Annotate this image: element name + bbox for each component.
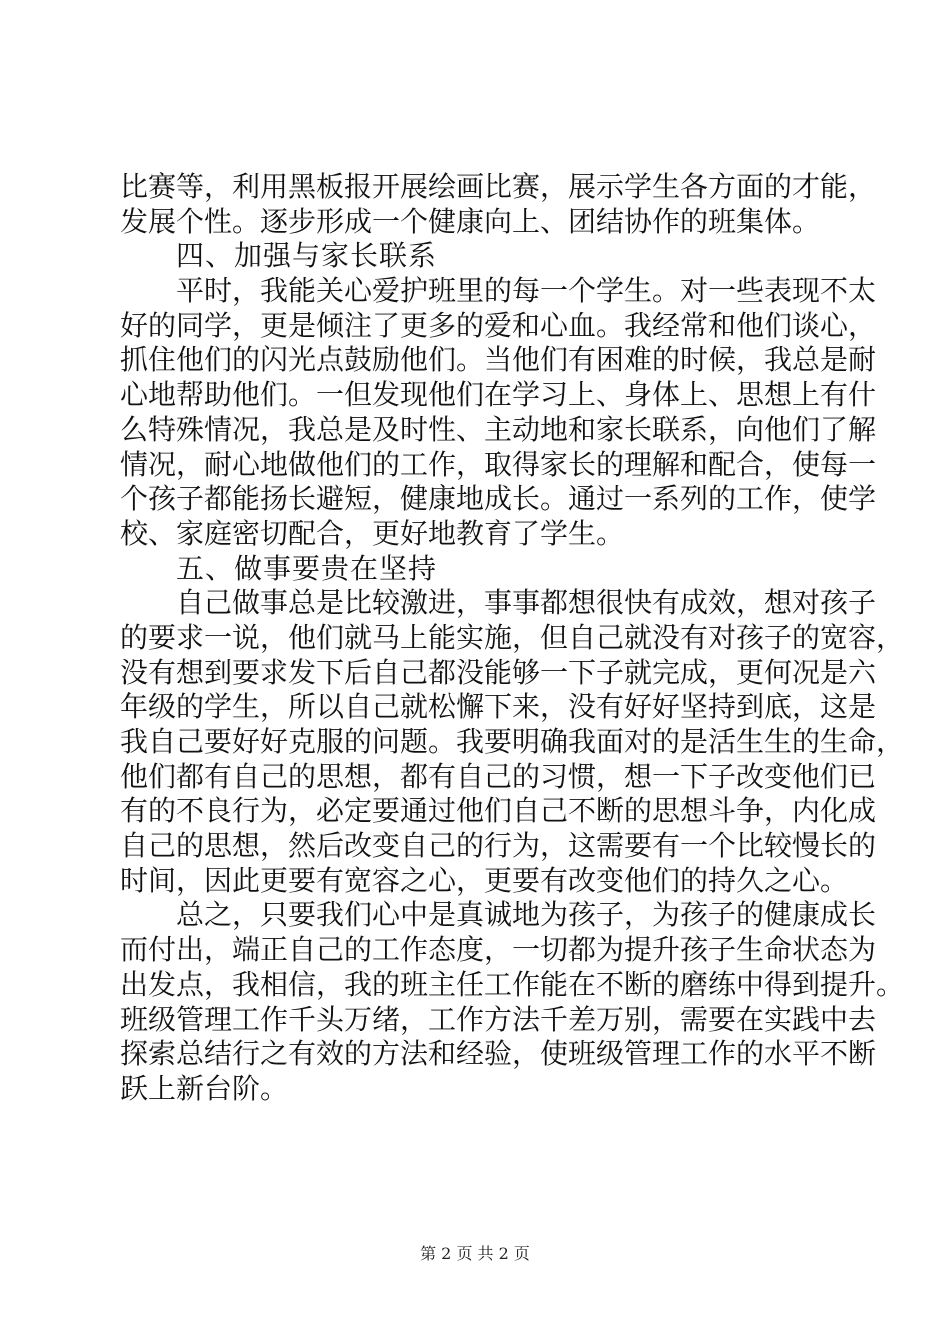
text-line: 我自己要好好克服的问题。我要明确我面对的是活生生的生命， bbox=[120, 725, 905, 758]
text-line: 跃上新台阶。 bbox=[120, 1071, 289, 1105]
text-line: 时间，因此更要有宽容之心，更要有改变他们的持久之心。 bbox=[120, 863, 849, 897]
text-line: 情况，耐心地做他们的工作，取得家长的理解和配合，使每一 bbox=[120, 447, 877, 481]
text-line: 探索总结行之有效的方法和经验，使班级管理工作的水平不断 bbox=[120, 1037, 877, 1071]
text-line: 年级的学生，所以自己就松懈下来，没有好好坚持到底，这是 bbox=[120, 690, 877, 724]
text-line: 他们都有自己的思想，都有自己的习惯，想一下子改变他们已 bbox=[120, 759, 877, 793]
text-line: 有的不良行为，必定要通过他们自己不断的思想斗争，内化成 bbox=[120, 794, 877, 828]
text-line: 总之，只要我们心中是真诚地为孩子，为孩子的健康成长 bbox=[176, 898, 877, 932]
document-body bbox=[120, 170, 905, 1107]
text-line: 心地帮助他们。一但发现他们在学习上、身体上、思想上有什 bbox=[120, 378, 877, 412]
text-line: 没有想到要求发下后自己都没能够一下子就完成，更何况是六 bbox=[120, 655, 877, 689]
text-line: 校、家庭密切配合，更好地教育了学生。 bbox=[120, 516, 625, 550]
text-line: 比赛等，利用黑板报开展绘画比赛，展示学生各方面的才能， bbox=[120, 170, 877, 203]
text-line: 出发点，我相信，我的班主任工作能在不断的磨练中得到提升。 bbox=[120, 967, 905, 1001]
text-line: 班级管理工作千头万绪，工作方法千差万别，需要在实践中去 bbox=[120, 1002, 877, 1036]
text-line: 个孩子都能扬长避短，健康地成长。通过一系列的工作，使学 bbox=[120, 482, 877, 516]
text-line: 好的同学，更是倾注了更多的爱和心血。我经常和他们谈心， bbox=[120, 308, 877, 342]
section-heading: 五、做事要贵在坚持 bbox=[176, 551, 438, 585]
text-line: 自己做事总是比较激进，事事都想很快有成效，想对孩子 bbox=[176, 586, 877, 620]
text-line: 发展个性。逐步形成一个健康向上、团结协作的班集体。 bbox=[120, 204, 821, 238]
text-line: 自己的思想，然后改变自己的行为，这需要有一个比较慢长的 bbox=[120, 829, 877, 863]
text-line: 平时，我能关心爱护班里的每一个学生。对一些表现不太 bbox=[176, 274, 877, 308]
text-line: 抓住他们的闪光点鼓励他们。当他们有困难的时候，我总是耐 bbox=[120, 343, 877, 377]
section-heading: 四、加强与家长联系 bbox=[176, 239, 438, 273]
text-line: 的要求一说，他们就马上能实施，但自己就没有对孩子的宽容， bbox=[120, 620, 905, 654]
page-number-footer: 第 2 页 共 2 页 bbox=[420, 1244, 530, 1263]
text-line: 么特殊情况，我总是及时性、主动地和家长联系，向他们了解 bbox=[120, 412, 877, 446]
text-line: 而付出，端正自己的工作态度，一切都为提升孩子生命状态为 bbox=[120, 933, 877, 967]
